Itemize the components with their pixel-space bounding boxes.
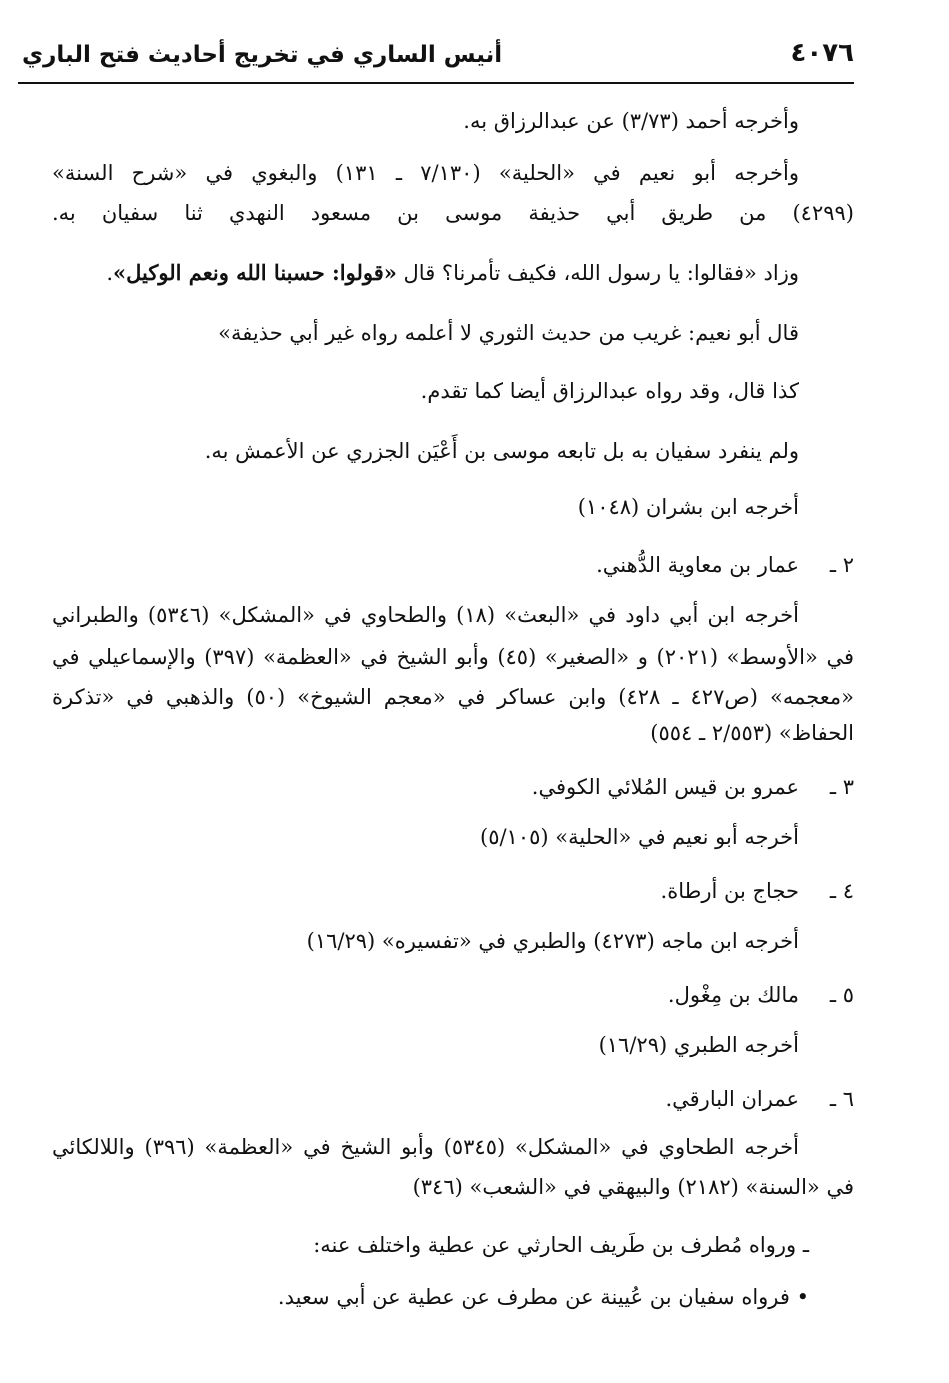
item-heading: مالك بن مِغْول. <box>667 983 799 1007</box>
quoted-saying: «قولوا: حسبنا الله ونعم الوكيل» <box>113 260 397 285</box>
book-title: أنيس الساري في تخريج أحاديث فتح الباري <box>22 42 503 68</box>
item-number: ٣ ـ <box>829 775 854 799</box>
text-line: قال أبو نعيم: غريب من حديث الثوري لا أعلمه رواه غير أبي حذيفة» <box>218 321 799 345</box>
page-number: ٤٠٧٦ <box>790 38 854 68</box>
text-line: أخرجه ابن ماجه (٤٢٧٣) والطبري في «تفسيره» (١٦/٢٩) <box>306 929 799 953</box>
item-heading: عمرو بن قيس المُلائي الكوفي. <box>531 775 799 799</box>
text-line: أخرجه أبو نعيم في «الحلية» (٥/١٠٥) <box>479 825 799 849</box>
text-line: كذا قال، وقد رواه عبدالرزاق أيضا كما تقدم. <box>420 379 799 403</box>
text-segment: . <box>106 261 114 285</box>
item-number: ٢ ـ <box>829 553 854 577</box>
text-line: وأخرجه أحمد (٣/٧٣) عن عبدالرزاق به. <box>463 109 799 133</box>
text-line: الحفاظ» (٢/٥٥٣ ـ ٥٥٤) <box>650 721 854 745</box>
item-number: ٦ ـ <box>829 1087 854 1111</box>
text-line: أخرجه ابن أبي داود في «البعث» (١٨) والطحاوي في «المشكل» (٥٣٤٦) والطبراني <box>52 603 799 627</box>
text-line: وأخرجه أبو نعيم في «الحلية» (٧/١٣٠ ـ ١٣١) والبغوي في «شرح السنة» <box>52 161 799 185</box>
text-line: (٤٢٩٩) من طريق أبي حذيفة موسى بن مسعود النهدي ثنا سفيان به. <box>52 201 854 225</box>
text-line: أخرجه الطحاوي في «المشكل» (٥٣٤٥) وأبو الشيخ في «العظمة» (٣٩٦) واللالكائي <box>52 1135 799 1159</box>
text-line: ولم ينفرد سفيان به بل تابعه موسى بن أَعْيَن الجزري عن الأعمش به. <box>204 439 799 463</box>
item-heading: حجاج بن أرطاة. <box>660 879 799 903</box>
text-line: ـ ورواه مُطرف بن طَريف الحارثي عن عطية واختلف عنه: <box>313 1233 809 1257</box>
item-number: ٤ ـ <box>829 879 854 903</box>
text-line: أخرجه ابن بشران (١٠٤٨) <box>577 495 799 519</box>
text-line: «معجمه» (ص٤٢٧ ـ ٤٢٨) وابن عساكر في «معجم الشيوخ» (٥٠) والذهبي في «تذكرة <box>52 685 854 709</box>
text-line <box>106 258 799 288</box>
text-line: أخرجه الطبري (١٦/٢٩) <box>598 1033 799 1057</box>
text-segment: وزاد «فقالوا: يا رسول الله، فكيف تأمرنا؟ قال <box>396 261 799 285</box>
bullet-line: • فرواه سفيان بن عُيينة عن مطرف عن عطية عن أبي سعيد. <box>277 1285 809 1309</box>
text-line: في «الأوسط» (٢٠٢١) و «الصغير» (٤٥) وأبو الشيخ في «العظمة» (٣٩٧) والإسماعيلي في <box>52 645 854 669</box>
item-heading: عمار بن معاوية الدُّهني. <box>596 553 799 577</box>
text-line: في «السنة» (٢١٨٢) والبيهقي في «الشعب» (٣٤٦) <box>412 1175 854 1199</box>
item-number: ٥ ـ <box>829 983 854 1007</box>
page-header <box>18 38 854 84</box>
item-heading: عمران البارقي. <box>665 1087 799 1111</box>
